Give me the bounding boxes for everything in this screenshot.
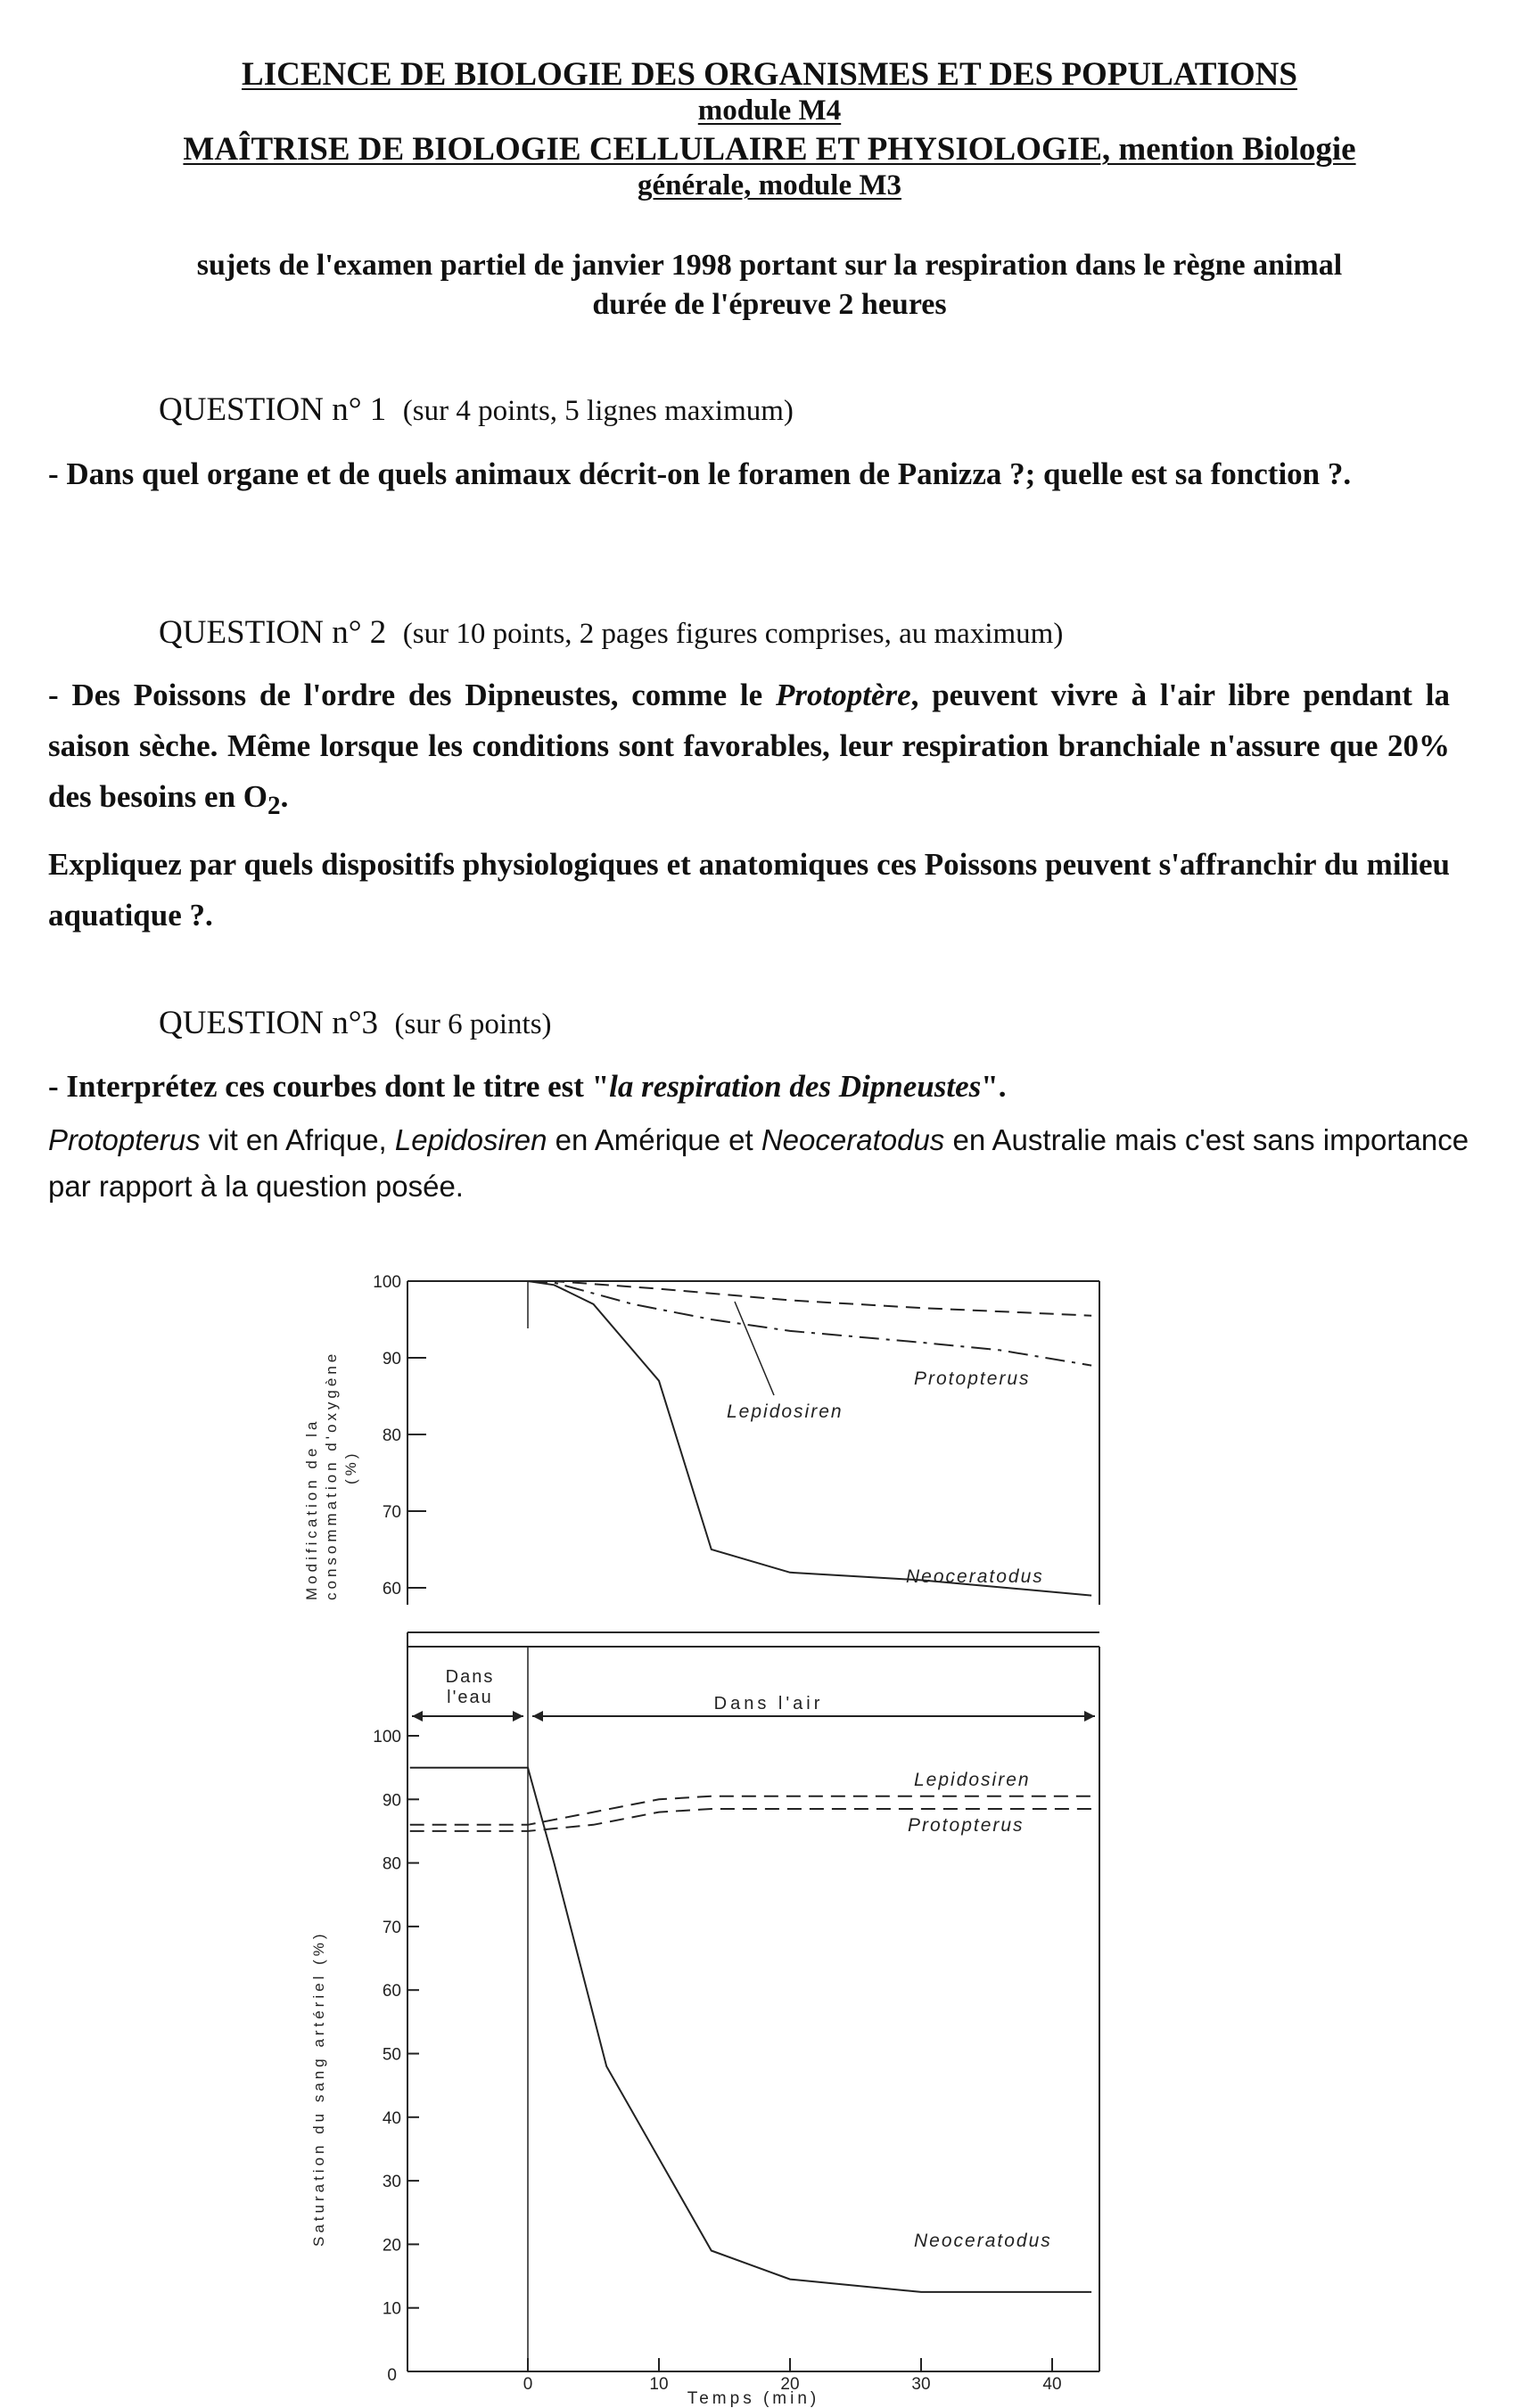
top-chart-ylabel bbox=[303, 1351, 359, 1600]
species-text-1: vit en Afrique, bbox=[200, 1123, 395, 1156]
subject-line: sujets de l'examen partiel de janvier 1998 portant sur la respiration dans le règne animal bbox=[196, 249, 1343, 282]
phase-band bbox=[407, 1632, 1099, 2371]
lepidosiren-pointer-line bbox=[735, 1302, 774, 1395]
question-3-text-a: - Interprétez ces courbes dont le titre est " bbox=[48, 1069, 610, 1104]
question-3-label: QUESTION n°3 bbox=[159, 1005, 379, 1041]
bottom-xtick-label: 0 bbox=[523, 2375, 533, 2394]
bottom-xtick-label: 30 bbox=[911, 2375, 931, 2394]
bottom-ytick-label: 90 bbox=[382, 1791, 401, 1811]
bottom-ytick-label: 0 bbox=[387, 2366, 397, 2385]
bottom-label-neoceratodus: Neoceratodus bbox=[914, 2231, 1052, 2251]
bottom-chart-xlabel: Temps (min) bbox=[687, 2389, 820, 2408]
top-ylabel-line3: (%) bbox=[342, 1450, 359, 1484]
bottom-chart-ylabel: Saturation du sang artériel (%) bbox=[310, 1930, 327, 2247]
top-ytick-label: 100 bbox=[373, 1273, 401, 1292]
question-2-text-a: - Des Poissons de l'ordre des Dipneustes, comme le bbox=[48, 678, 776, 712]
top-ytick-label: 70 bbox=[382, 1503, 401, 1522]
header-module-m4: module M4 bbox=[697, 95, 842, 127]
bottom-series-neoceratodus bbox=[410, 1768, 1091, 2292]
bottom-xtick-label: 40 bbox=[1042, 2375, 1062, 2394]
top-label-neoceratodus: Neoceratodus bbox=[906, 1566, 1044, 1587]
header-maitrise: MAÎTRISE DE BIOLOGIE CELLULAIRE ET PHYSIOLOGIE, mention Biologie bbox=[183, 131, 1356, 168]
top-chart bbox=[303, 1273, 1099, 1605]
bottom-ytick-label: 40 bbox=[382, 2108, 401, 2128]
bottom-ytick-label: 100 bbox=[373, 1728, 401, 1746]
question-2-label: QUESTION n° 2 bbox=[159, 614, 387, 651]
question-3-italic-title: la respiration des Dipneustes bbox=[609, 1069, 982, 1104]
question-2-subscript: 2 bbox=[267, 792, 281, 820]
bottom-ytick-label: 80 bbox=[382, 1854, 401, 1874]
bottom-chart-series bbox=[410, 1768, 1091, 2292]
bottom-chart bbox=[310, 1728, 1099, 2408]
question-1-note: (sur 4 points, 5 lignes maximum) bbox=[402, 395, 794, 427]
bottom-ytick-label: 20 bbox=[382, 2236, 401, 2256]
species-protopterus: Protopterus bbox=[48, 1123, 201, 1156]
question-2-text-2: Expliquez par quels dispositifs physiologiques et anatomiques ces Poissons peuvent s'affranchir du milieu aquatique ?. bbox=[48, 847, 1450, 933]
question-1-text: - Dans quel organe et de quels animaux décrit-on le foramen de Panizza ?; quelle est sa fonction ?. bbox=[48, 456, 1352, 491]
question-3-text-b: ". bbox=[981, 1069, 1007, 1104]
question-2-species: Protoptère bbox=[776, 678, 911, 712]
top-ylabel-line1: Modification de la bbox=[303, 1418, 320, 1600]
top-series-protopterus bbox=[528, 1281, 1091, 1366]
header-module-m3: générale, module M3 bbox=[637, 169, 902, 201]
bottom-label-protopterus: Protopterus bbox=[908, 1815, 1025, 1836]
top-ytick-label: 80 bbox=[382, 1426, 401, 1445]
question-2-text-b: , peuvent vivre à l'air libre pendant la saison sèche. Même lorsque les conditions sont favorables, leur respiration branchiale n'assure que 20% des besoins en O bbox=[48, 678, 1450, 814]
bottom-ytick-label: 60 bbox=[382, 1982, 401, 2001]
header-licence: LICENCE DE BIOLOGIE DES ORGANISMES ET DES POPULATIONS bbox=[242, 56, 1297, 93]
phase-water-label: Dans bbox=[445, 1667, 495, 1687]
bottom-ytick-label: 10 bbox=[382, 2299, 401, 2319]
bottom-ytick-label: 70 bbox=[382, 1918, 401, 1937]
top-label-lepidosiren: Lepidosiren bbox=[727, 1401, 844, 1422]
bottom-chart-x-ticks bbox=[523, 2358, 1062, 2394]
species-lepidosiren: Lepidosiren bbox=[394, 1123, 547, 1156]
species-text-2: en Amérique et bbox=[547, 1123, 761, 1156]
top-chart-y-ticks bbox=[373, 1273, 426, 1598]
top-ytick-label: 90 bbox=[382, 1350, 401, 1368]
bottom-label-lepidosiren: Lepidosiren bbox=[914, 1770, 1031, 1790]
top-series-neoceratodus bbox=[528, 1281, 1091, 1596]
top-chart-series bbox=[528, 1281, 1091, 1596]
question-1-label: QUESTION n° 1 bbox=[159, 391, 387, 428]
question-2-text-c: . bbox=[280, 779, 289, 814]
top-ylabel-line2: consommation d'oxygène bbox=[323, 1350, 340, 1600]
species-text-3: en Australie mais c'est sans importance par rapport à la question posée. bbox=[48, 1123, 1469, 1203]
species-neoceratodus: Neoceratodus bbox=[761, 1123, 945, 1156]
bottom-xtick-label: 20 bbox=[780, 2375, 800, 2394]
bottom-xtick-label: 10 bbox=[649, 2375, 669, 2394]
phase-air-label: Dans l'air bbox=[713, 1694, 824, 1714]
phase-water-label-2: l'eau bbox=[447, 1688, 493, 1707]
top-ytick-label: 60 bbox=[382, 1580, 401, 1598]
question-2-note: (sur 10 points, 2 pages figures comprises, au maximum) bbox=[402, 618, 1064, 650]
bottom-ytick-label: 50 bbox=[382, 2045, 401, 2065]
question-3-note: (sur 6 points) bbox=[394, 1008, 552, 1040]
duration-line: durée de l'épreuve 2 heures bbox=[592, 288, 947, 321]
top-label-protopterus: Protopterus bbox=[914, 1368, 1031, 1389]
bottom-ytick-label: 30 bbox=[382, 2173, 401, 2192]
bottom-chart-y-ticks bbox=[373, 1728, 419, 2385]
